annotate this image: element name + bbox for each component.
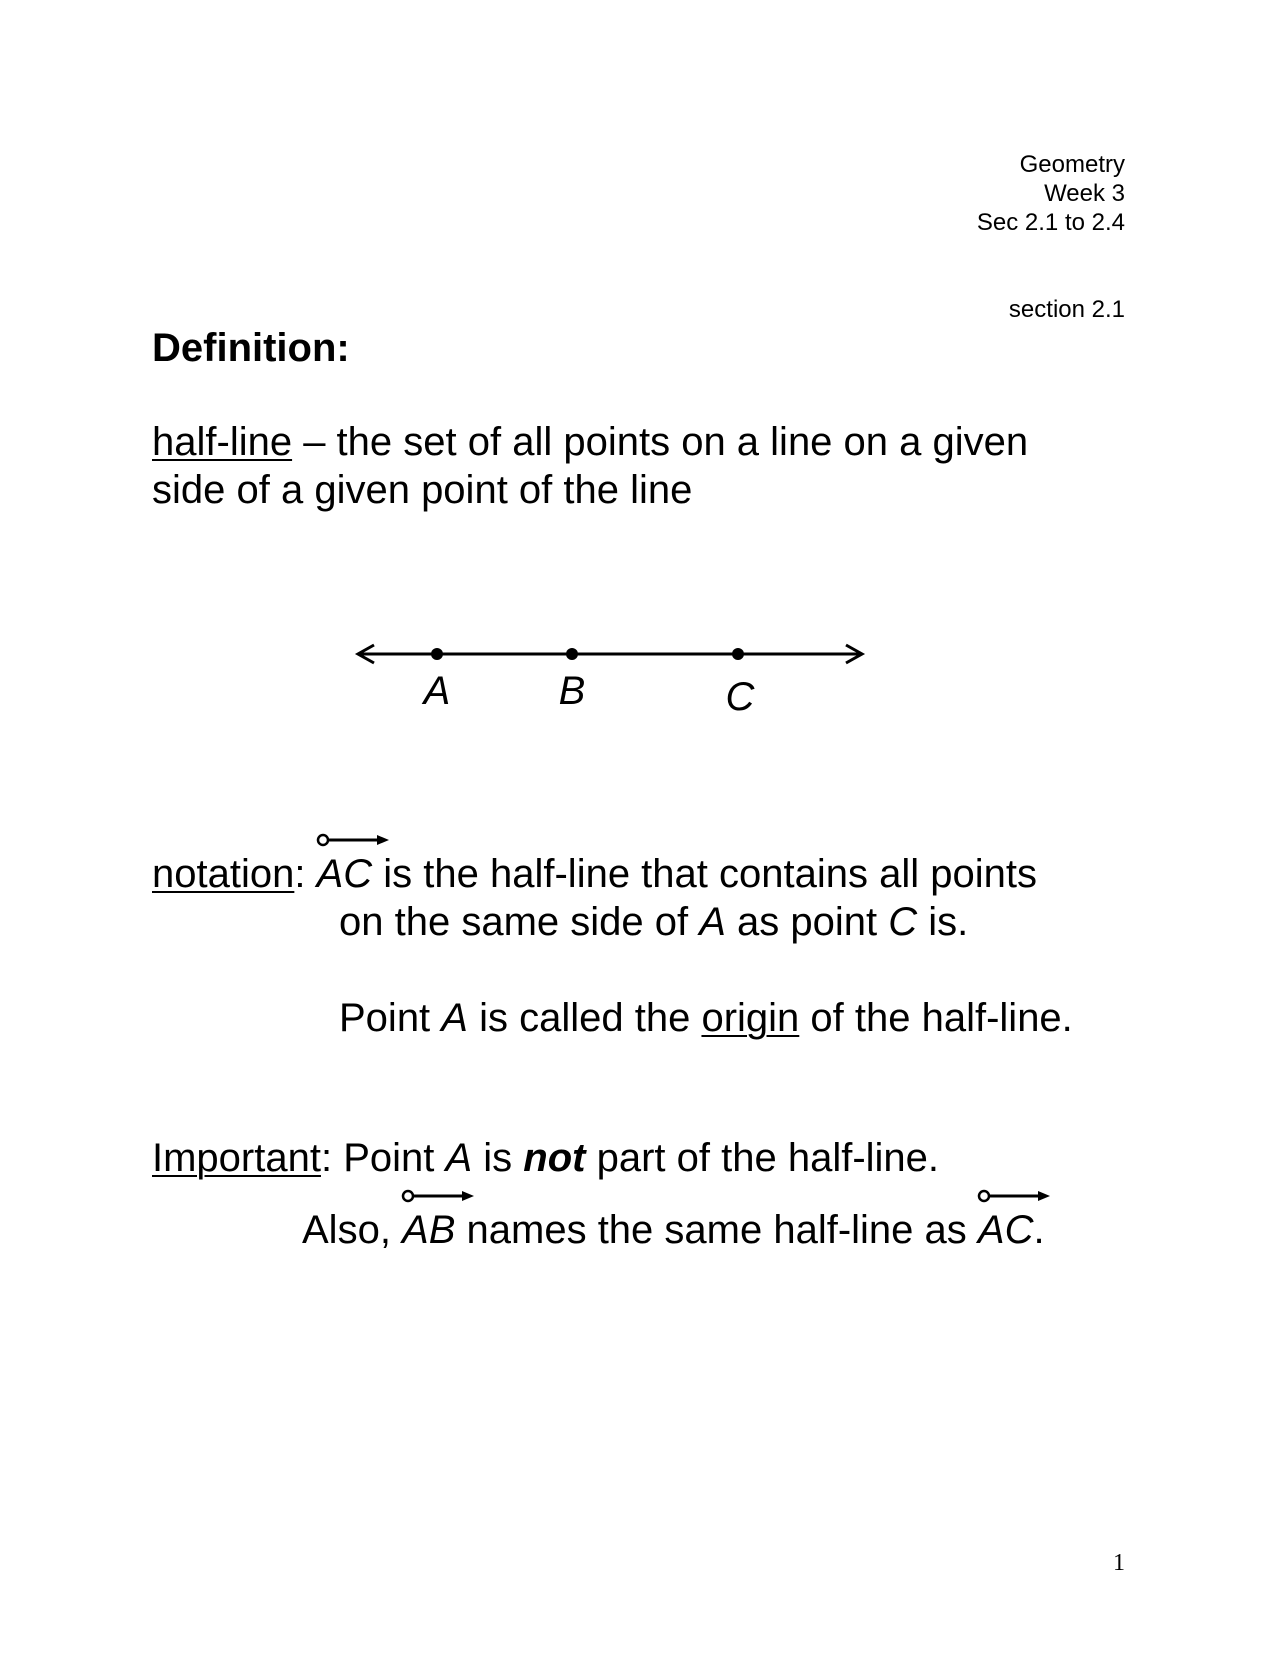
page-number: 1 — [1113, 1550, 1125, 1576]
definition-line-1 — [152, 418, 1028, 466]
ray-ac — [317, 850, 373, 898]
point-c-dot — [732, 648, 744, 660]
ray-ac-2 — [978, 1206, 1034, 1254]
ray-ac-label: AC — [316, 852, 373, 896]
definition-title: Definition: — [152, 326, 350, 370]
point-b-label: B — [558, 669, 586, 713]
origin-text: Point — [339, 996, 442, 1040]
point-a-ref: A — [445, 1136, 473, 1180]
origin-term: origin — [701, 996, 800, 1040]
important-line-1 — [152, 1134, 939, 1182]
important-line-2 — [302, 1206, 1045, 1254]
notation-label: notation — [152, 852, 295, 896]
definition-term: half-line — [152, 420, 293, 464]
sections-label: Sec 2.1 to 2.4 — [976, 209, 1125, 236]
point-a-ref: A — [699, 900, 726, 944]
definition-text-1: – the set of all points on a line on a given — [292, 420, 1029, 464]
section-label: section 2.1 — [1008, 296, 1125, 323]
period: . — [1033, 1208, 1045, 1252]
course-header — [977, 150, 1125, 237]
ray-ac-label: AC — [977, 1208, 1034, 1252]
origin-line — [339, 994, 1073, 1042]
ray-ab-label: AB — [402, 1208, 456, 1252]
notation-text: as point — [725, 900, 889, 944]
point-a-label: A — [423, 669, 451, 713]
week-label: Week 3 — [1044, 180, 1125, 207]
point-a-dot — [431, 648, 443, 660]
definition-line-2: side of a given point of the line — [152, 468, 693, 512]
important-text: : Point — [320, 1136, 446, 1180]
important-label: Important — [152, 1136, 321, 1180]
notation-colon: : — [294, 852, 317, 896]
point-a-ref: A — [441, 996, 468, 1040]
notation-line-1 — [152, 850, 1037, 898]
ray-arrow-icon — [317, 832, 387, 848]
not-emphasis: not — [523, 1136, 586, 1180]
important-text: part of the half-line. — [585, 1136, 940, 1180]
point-c-ref: C — [888, 900, 918, 944]
notation-line-1-rest: is the half-line that contains all points — [372, 852, 1037, 896]
notation-text: is. — [917, 900, 969, 944]
point-b-dot — [566, 648, 578, 660]
course-title: Geometry — [1019, 151, 1125, 178]
origin-text: is called the — [467, 996, 702, 1040]
ray-ab — [402, 1206, 455, 1254]
line-diagram — [340, 620, 880, 720]
also-text: Also, — [302, 1208, 403, 1252]
ray-arrow-icon — [402, 1188, 472, 1204]
point-c-label: C — [725, 675, 755, 719]
notation-text: on the same side of — [339, 900, 700, 944]
ray-arrow-icon — [978, 1188, 1048, 1204]
same-half-line-text: names the same half-line as — [455, 1208, 978, 1252]
origin-text: of the half-line. — [799, 996, 1073, 1040]
important-text: is — [472, 1136, 524, 1180]
notation-line-2 — [339, 898, 968, 946]
